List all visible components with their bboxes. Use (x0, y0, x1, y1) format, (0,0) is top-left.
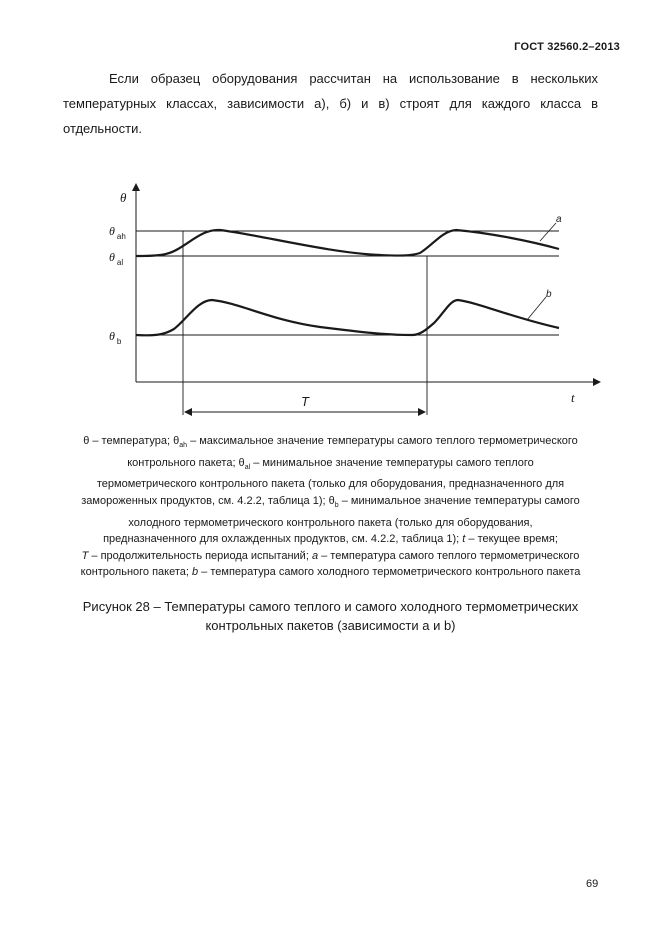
curve-a-leader (540, 223, 556, 241)
figure-legend: θ – температура; $\theta_{ah}$ – максимальное значение температуры самого теплого термометрического контрольного пакета; $\theta_{al}$ – минимальное значение температуры самого теплого термометрического контрольного пакета (только для оборудования, предназначенного для замороженных продуктов, см. 4.2.2, таблица 1); $\theta_b$ – минимальное значение температуры самого холодного термометрического контрольного пакета (только для оборудования, предназначенного для охлажденных продуктов, см. 4.2.2, таблица 1); t – текущее время; T – продолжительность периода испытаний; a – температура самого теплого термометрического контрольного пакета; b – температура самого холодного термометрического контрольного пакета (80, 435, 581, 579)
level-b-label: θ $_b$ (109, 329, 122, 346)
curve-b (136, 300, 559, 335)
document-header: ГОСТ 32560.2–2013 (514, 41, 620, 53)
y-axis-label: θ (120, 190, 127, 205)
figure-28 (100, 175, 620, 425)
figure-caption (70, 597, 591, 635)
x-axis-label: t (571, 390, 575, 405)
caption-line-1: Рисунок 28 – Температуры самого теплого и самого холодного термометрических (82, 599, 579, 614)
curve-b-leader (527, 297, 546, 320)
temperature-diagram (100, 175, 620, 425)
curve-a-label: a (556, 214, 562, 225)
level-al-label: θ $_{al}$ (109, 250, 124, 267)
level-ah-label: θ $_{ah}$ (109, 224, 126, 241)
curve-a (136, 230, 559, 256)
curve-b-label: b (546, 289, 552, 300)
page-number: 69 (586, 878, 599, 890)
caption-line-2: контрольных пакетов (зависимости a и b) (205, 618, 456, 633)
body-paragraph: Если образец оборудования рассчитан на использование в нескольких температурных классах, зависимости а), б) и в) строят для каждого класса в отдельности. (63, 71, 598, 136)
period-label: T (301, 394, 309, 409)
